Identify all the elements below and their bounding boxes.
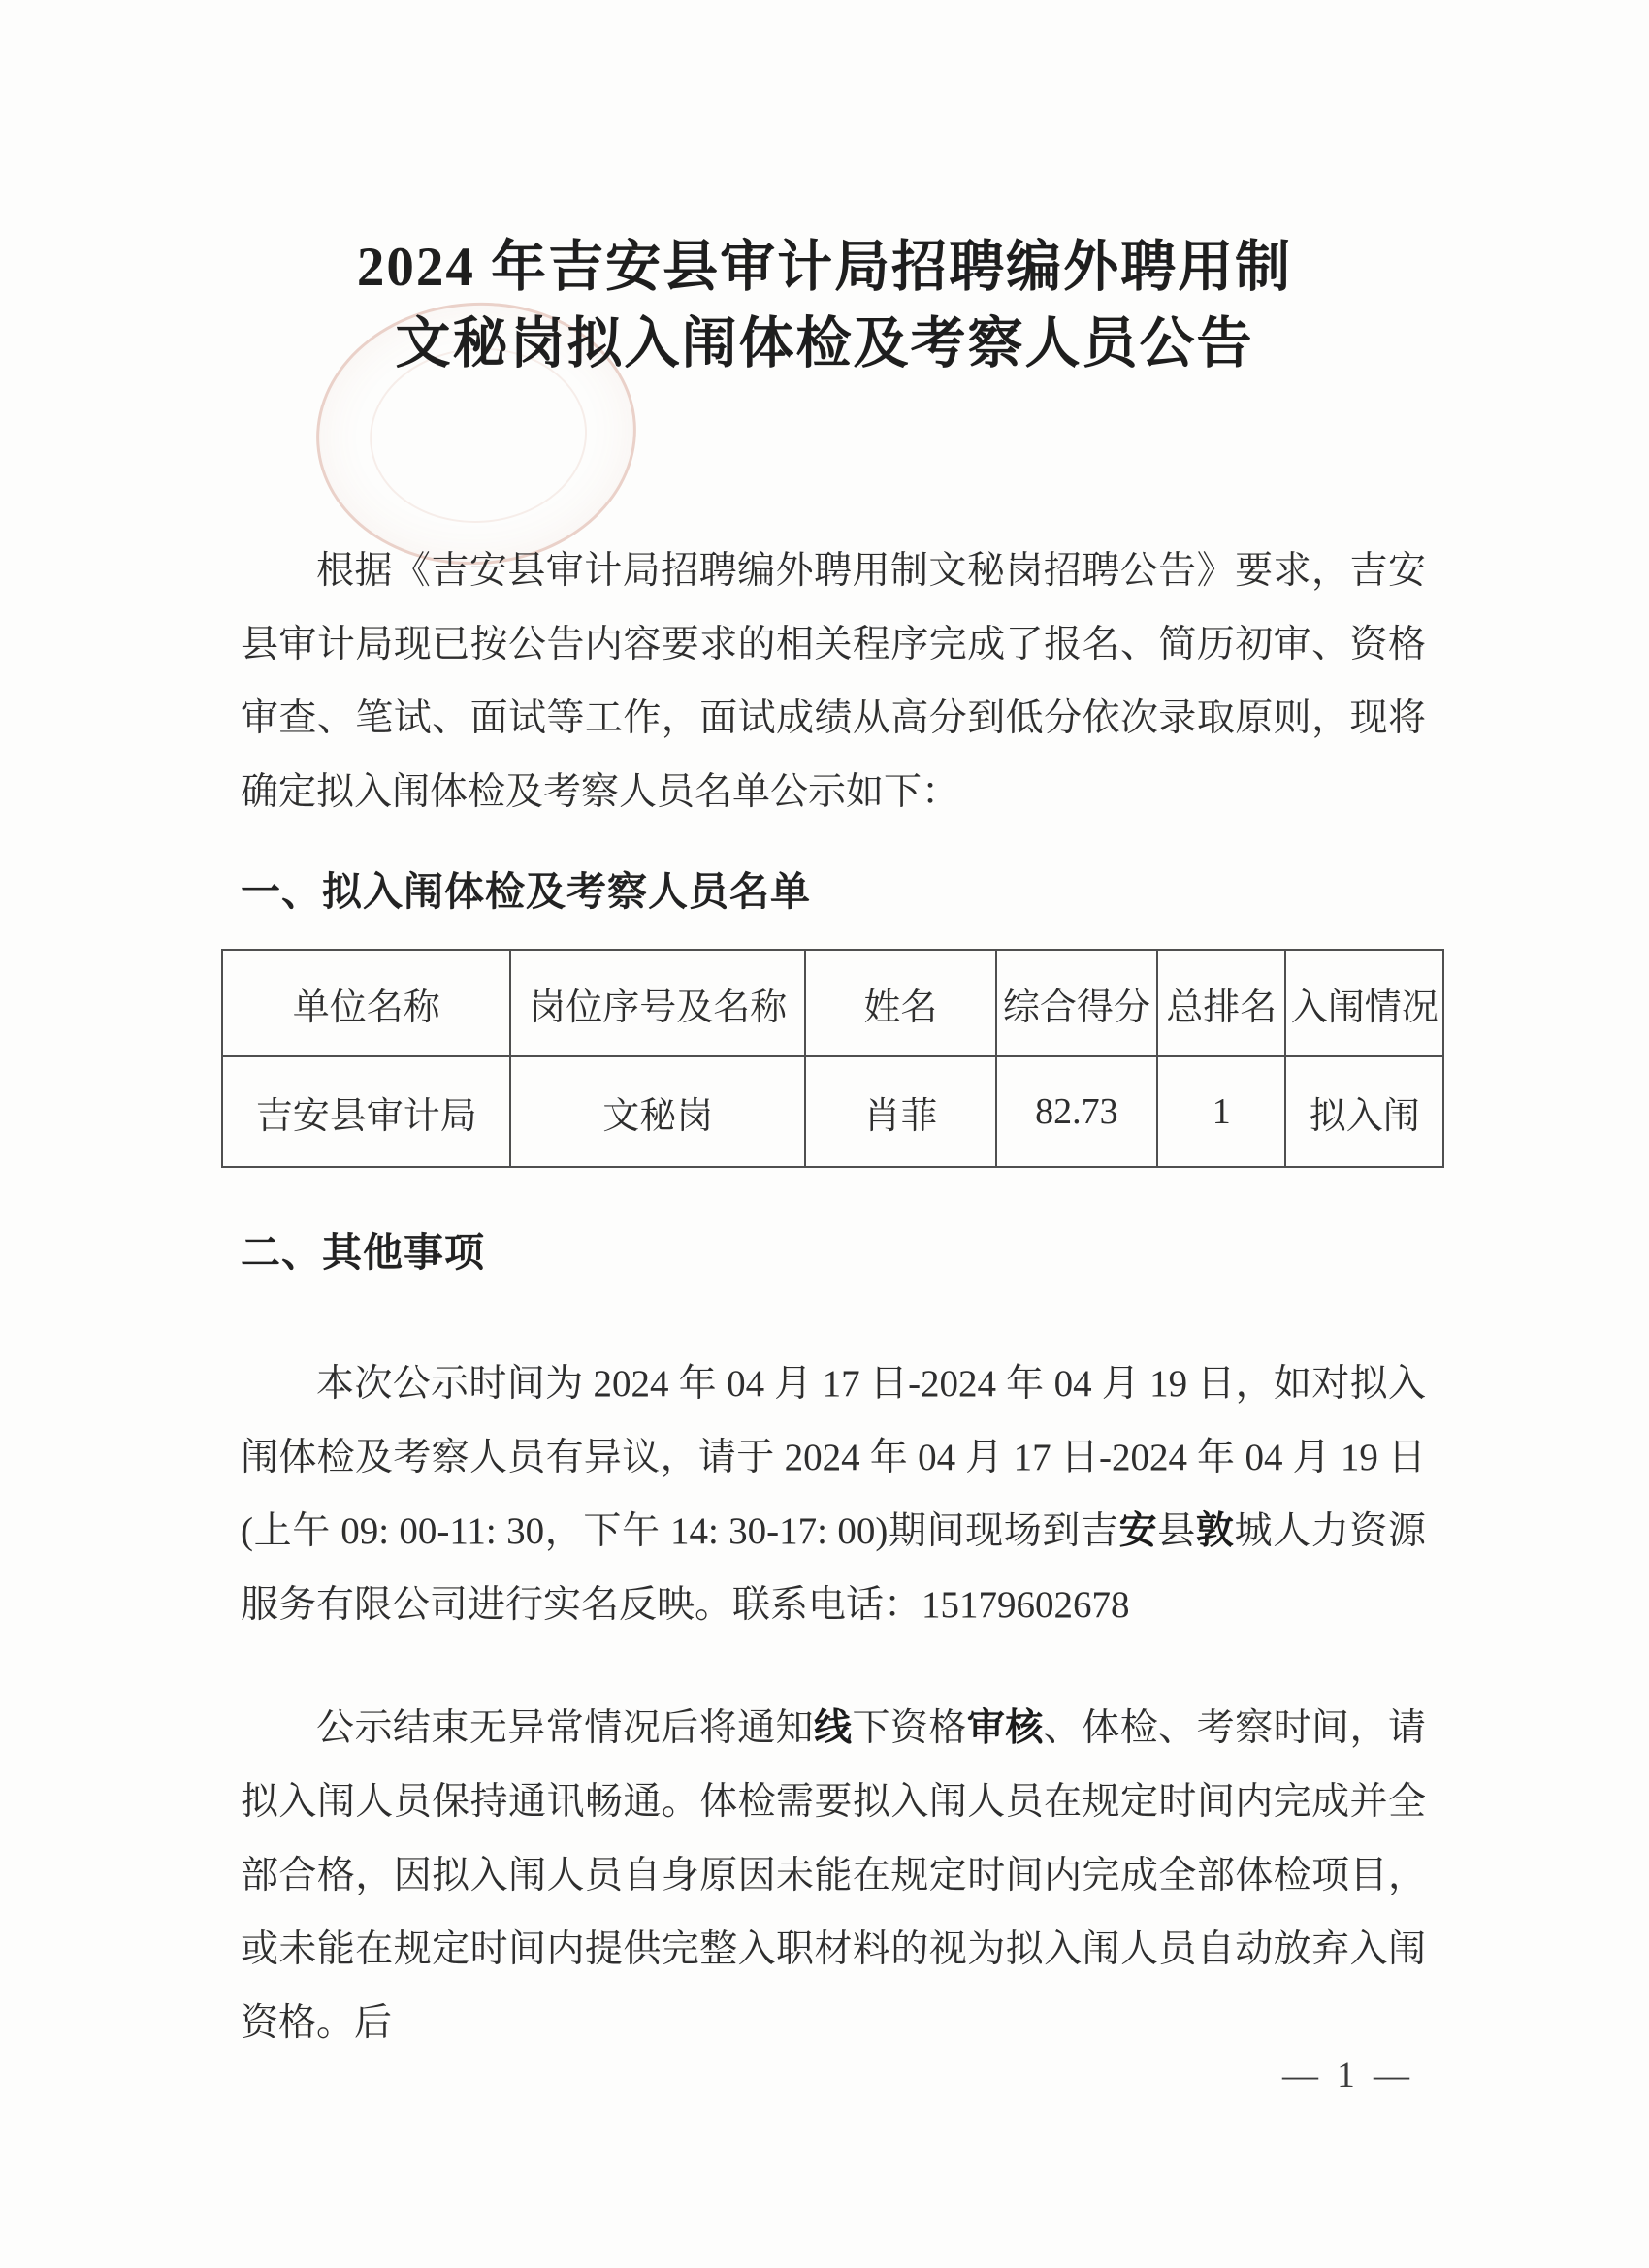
emphasized-text: 审核 [966,1707,1044,1749]
table-header-cell: 单位名称 [222,950,510,1056]
section2-heading: 二、其他事项 [241,1230,485,1275]
table-header-cell: 岗位序号及名称 [510,950,805,1056]
document-title [126,229,1523,382]
emphasized-text: 线 [814,1707,853,1749]
table-cell: 82.73 [996,1056,1157,1167]
text-segment: 本次公示时间为 2024 年 04 月 17 日-2024 年 04 月 19 日，如对拟入闱体检及考察人员有异议，请于 2024 年 04 月 17 日-2024 年 04 月 19 日 (上午 09: 00-11: 30，下午 14: 30-17: 00)期间现场到吉 [241,1363,1426,1552]
table-cell: 1 [1157,1056,1285,1167]
table-cell: 拟入闱 [1285,1056,1443,1167]
table-header-row [222,950,1443,1056]
notice-period-paragraph [241,1347,1426,1642]
page-number: — 1 — [1282,2056,1414,2095]
section1-heading: 一、拟入闱体检及考察人员名单 [241,869,811,914]
table-cell: 肖菲 [805,1056,996,1167]
text-segment: 下资格 [852,1707,967,1749]
table-cell: 文秘岗 [510,1056,805,1167]
candidate-table-head [222,950,1443,1056]
candidate-table [221,949,1444,1168]
text-segment: 城人力资源服务有限公司进行实名反映。联系电话：15179602678 [241,1510,1426,1626]
table-cell: 吉安县审计局 [222,1056,510,1167]
table-header-cell: 综合得分 [996,950,1157,1056]
candidate-table-body [222,1056,1443,1167]
table-row [222,1056,1443,1167]
document-title-line1: 2024 年吉安县审计局招聘编外聘用制 [356,237,1293,298]
text-segment: 县 [1157,1510,1196,1552]
table-header-cell: 姓名 [805,950,996,1056]
text-segment: 公示结束无异常情况后将通知 [316,1707,814,1749]
document-title-line2: 文秘岗拟入闱体检及考察人员公告 [395,313,1254,374]
text-segment: 、体检、考察时间，请拟入闱人员保持通讯畅通。体检需要拟入闱人员在规定时间内完成并全部合格，因拟入闱人员自身原因未能在规定时间内完成全部体检项目，或未能在规定时间内提供完整入职材料的视为拟入闱人员自动放弃入闱资格。后 [241,1707,1426,2044]
emphasized-text: 敦 [1195,1510,1235,1552]
emphasized-text: 安 [1118,1510,1158,1552]
table-header-cell: 入闱情况 [1285,950,1443,1056]
candidate-table-wrapper [221,949,1444,1168]
followup-paragraph [241,1692,1426,2060]
intro-paragraph: 根据《吉安县审计局招聘编外聘用制文秘岗招聘公告》要求，吉安县审计局现已按公告内容要求的相关程序完成了报名、简历初审、资格审查、笔试、面试等工作，面试成绩从高分到低分依次录取原则，现将确定拟入闱体检及考察人员名单公示如下： [241,550,1426,813]
table-header-cell: 总排名 [1157,950,1285,1056]
